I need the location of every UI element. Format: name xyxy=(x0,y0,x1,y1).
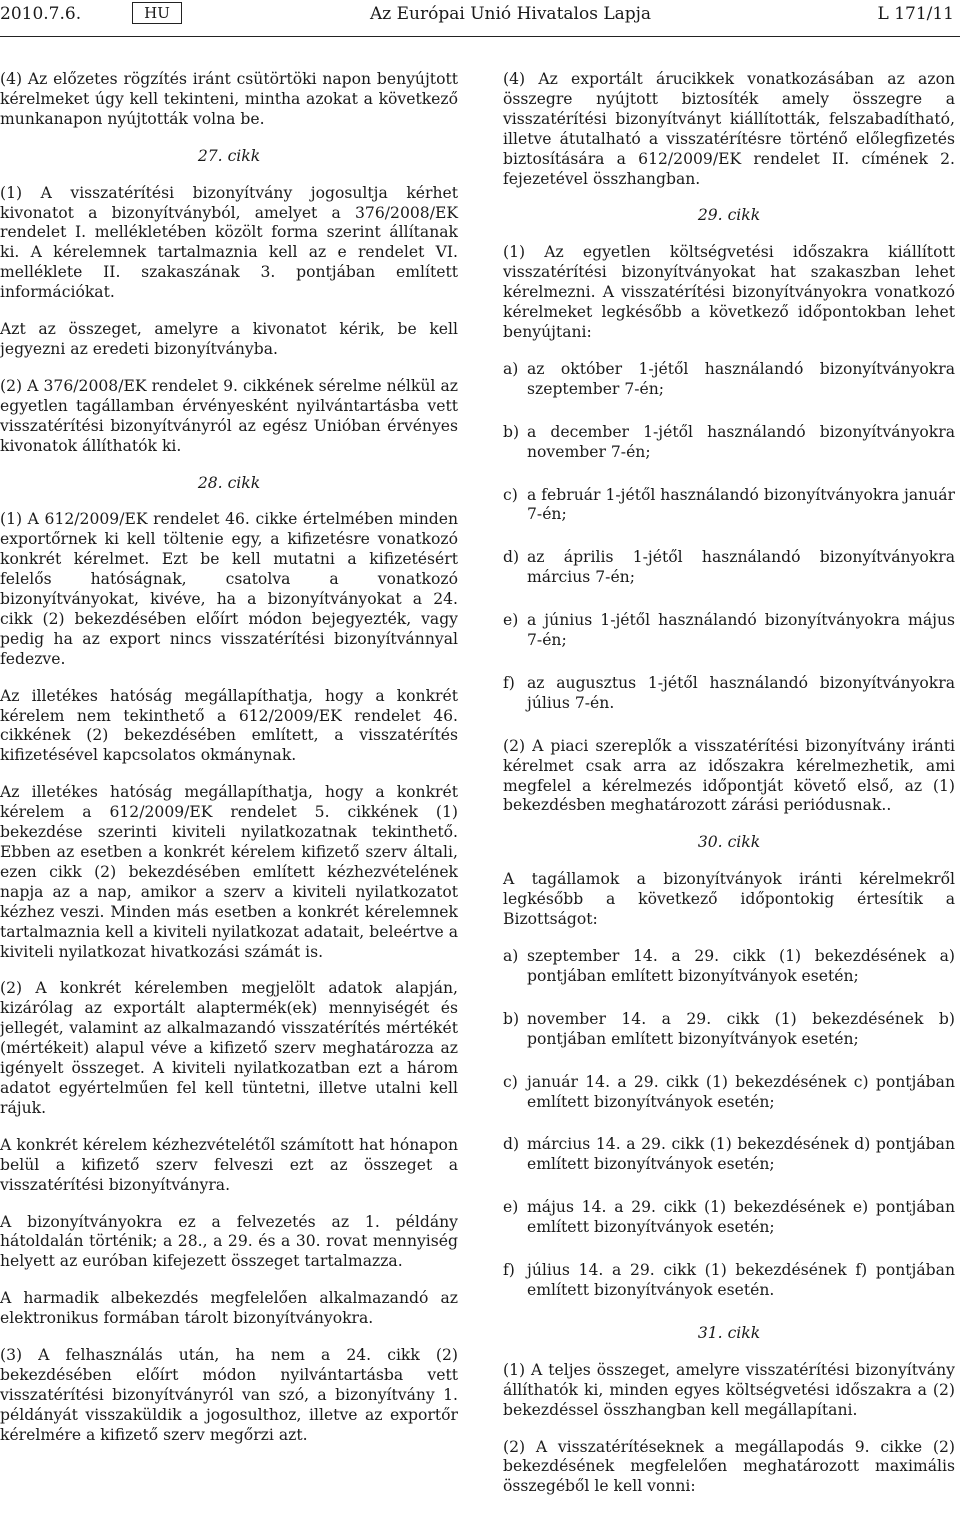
paragraph: (1) A 612/2009/EK rendelet 46. cikke értelmében minden exportőrnek ki kell töltenie egy, a kifizetésre vonatkozó konkrét kérelmet. Ezt be kell mutatni a kifizetésért felelős hatóságnak, csatolva a vonatkozó bizonyítványokat, kivéve, ha a bizonyítványokat a 24. cikk (2) bekezdésében előírt módon bejegyezték, vagy pedig ha az export nincs visszatérítési bizonyítvánnyal fedezve. xyxy=(0,510,458,668)
paragraph: (2) A piaci szereplők a visszatérítési bizonyítvány iránti kérelmet csak arra az időszakra kérelmezhetik, ami megfelel a kérelmezés időpontját követő első, az (1) bekezdésben meghatározott zárási periódusnak.. xyxy=(503,736,955,815)
paragraph: (4) Az exportált árucikkek vonatkozásában az azon összegre nyújtott biztosíték amely összegre a visszatérítési bizonyítványt kiállították, felszabadítható, illetve átutalható a visszatérítésre történő előlegfizetés biztosítására a 612/2009/EK rendelet II. címének 2. fejezetével összhangban. xyxy=(503,70,955,188)
list-item-text: a december 1-jétől használandó bizonyítványokra november 7-én; xyxy=(527,422,955,461)
paragraph: A tagállamok a bizonyítványok iránti kérelmekről legkésőbb a következő időpontokig értesítik a Bizottságot: xyxy=(503,870,955,929)
list-item xyxy=(503,486,955,526)
list-item xyxy=(503,548,955,588)
paragraph: A harmadik albekezdés megfelelően alkalmazandó az elektronikus formában tárolt bizonyítványokra. xyxy=(0,1289,458,1328)
paragraph: Azt az összeget, amelyre a kivonatot kérik, be kell jegyezni az eredeti bizonyítványba. xyxy=(0,320,458,358)
publication-date: 2010.7.6. xyxy=(0,4,82,24)
header-rule xyxy=(0,36,960,37)
list-item-text: az április 1-jétől használandó bizonyítványokra március 7-én; xyxy=(527,548,955,587)
article-heading: 30. cikk xyxy=(697,833,761,852)
page-number: L 171/11 xyxy=(877,4,954,24)
list-item-text: a február 1-jétől használandó bizonyítványokra január 7-én; xyxy=(527,485,955,524)
list-item-text: július 14. a 29. cikk (1) bekezdésének f) pontjában említett bizonyítványok esetén. xyxy=(527,1261,955,1299)
list-item-label: e) xyxy=(503,611,519,630)
list-item-label: f) xyxy=(503,1261,515,1280)
paragraph: (4) Az előzetes rögzítés iránt csütörtöki napon benyújtott kérelmeket úgy kell tekinteni, mintha azokat a következő munkanapon nyújtották volna be. xyxy=(0,70,458,128)
paragraph: (2) A konkrét kérelemben megjelölt adatok alapján, kizárólag az exportált alaptermék(ek) mennyiségét és jellegét, valamint az alkalmazandó visszatérítés mértékét (mértékeit) alapul véve a kifizető szerv meghatározza az igényelt összeget. A kiviteli nyilatkozatban ezt a három adatot egyértelműen fel kell tüntetni, illetve utalni kell rájuk. xyxy=(0,979,458,1117)
journal-title: Az Európai Unió Hivatalos Lapja xyxy=(370,4,652,24)
paragraph: A bizonyítványokra ez a felvezetés az 1. példány hátoldalán történik; a 28., a 29. és a 30. rovat mennyiség helyett az euróban kifejezett összeget tartalmazza. xyxy=(0,1212,458,1271)
paragraph: Az illetékes hatóság megállapíthatja, hogy a konkrét kérelem nem tekinthető a 612/2009/EK rendelet 46. cikkének (2) bekezdésében említett, a visszatérítés kifizetésével kapcsolatos okmánynak. xyxy=(0,686,458,765)
language-badge: HU xyxy=(132,2,182,24)
list-item-label: b) xyxy=(503,422,520,441)
paragraph: Az illetékes hatóság megállapíthatja, hogy a konkrét kérelem a 612/2009/EK rendelet 5. cikkének (1) bekezdése szerinti kiviteli nyilatkozatnak tekinthető. Ebben az esetben a konkrét kérelem kifizető szerv általi, ezen cikk (2) bekezdésében említett kézhezvételének napja az a nap, amikor a szerv a kiviteli nyilatkozatot kézhez veszi. Minden más esetben a konkrét kérelemnek tartalmaznia kell a kiviteli nyilatkozat adatait, beleértve a kiviteli nyilatkozat hivatkozási számát is. xyxy=(0,783,458,961)
list-item-text: az augusztus 1-jétől használandó bizonyítványokra július 7-én. xyxy=(527,673,955,712)
list-item xyxy=(503,947,955,987)
list-item-label: a) xyxy=(503,359,519,378)
article-heading: 29. cikk xyxy=(697,206,761,225)
list-item-text: május 14. a 29. cikk (1) bekezdésének e) pontjában említett bizonyítványok esetén; xyxy=(527,1198,955,1237)
list-item xyxy=(503,611,955,651)
list-item xyxy=(503,1261,955,1301)
paragraph: (2) A visszatérítéseknek a megállapodás 9. cikke (2) bekezdésének megfelelően meghatározott maximális összegéből le kell vonni: xyxy=(503,1437,955,1496)
list-item xyxy=(503,674,955,714)
left-column xyxy=(0,70,458,1463)
paragraph: A konkrét kérelem kézhezvételétől számított hat hónapon belül a kifizető szerv felveszi ezt az összeget a visszatérítési bizonyítványra. xyxy=(0,1135,458,1194)
paragraph: (1) A teljes összeget, amelyre visszatérítési bizonyítvány állíthatók ki, minden egyes költségvetési időszakra a (2) bekezdéssel összhangban kell megállapítani. xyxy=(503,1360,955,1419)
list-item xyxy=(503,1073,955,1113)
list-item-label: d) xyxy=(503,548,520,567)
list-item-text: az október 1-jétől használandó bizonyítványokra szeptember 7-én; xyxy=(527,359,955,398)
list-item-label: d) xyxy=(503,1135,520,1154)
list-item xyxy=(503,1198,955,1238)
paragraph: (3) A felhasználás után, ha nem a 24. cikk (2) bekezdésében előírt módon nyilvántartásba vett visszatérítési bizonyítványról van szó, a bizonyítvány 1. példányát visszaküldik a jogosulthoz, illetve az exportőr kérelmére a kifizető szerv megőrzi azt. xyxy=(0,1346,458,1444)
article-heading: 27. cikk xyxy=(197,146,261,165)
list-item-label: f) xyxy=(503,673,515,692)
list-item-text: a június 1-jétől használandó bizonyítványokra május 7-én; xyxy=(527,611,955,650)
list-item-text: november 14. a 29. cikk (1) bekezdésének b) pontjában említett bizonyítványok esetén; xyxy=(527,1009,955,1048)
paragraph: (2) A 376/2008/EK rendelet 9. cikkének sérelme nélkül az egyetlen tagállamban érvényesként nyilvántartásba vett visszatérítési bizonyítványról az egész Unióban érvényes kivonatok állíthatók ki. xyxy=(0,376,458,455)
article-heading: 31. cikk xyxy=(697,1323,761,1342)
list-item xyxy=(503,1010,955,1050)
right-column xyxy=(503,70,955,1514)
paragraph: (1) A visszatérítési bizonyítvány jogosultja kérhet kivonatot a bizonyítványból, amelyet a 376/2008/EK rendelet I. mellékletében közölt forma szerint állítanak ki. A kérelemnek tartalmaznia kell az e rendelet VI. melléklete II. szakaszának 3. pontjában említett információkat. xyxy=(0,183,458,302)
list-item xyxy=(503,1135,955,1175)
page-header xyxy=(0,0,960,36)
list-item-text: szeptember 14. a 29. cikk (1) bekezdésének a) pontjában említett bizonyítványok esetén; xyxy=(527,947,955,985)
article-heading: 28. cikk xyxy=(197,473,261,492)
list-item-label: c) xyxy=(503,485,518,504)
list-item-label: c) xyxy=(503,1072,518,1091)
list-item-label: b) xyxy=(503,1009,520,1028)
list-item-label: e) xyxy=(503,1198,519,1217)
list-item xyxy=(503,360,955,400)
list-item xyxy=(503,423,955,463)
list-item-text: január 14. a 29. cikk (1) bekezdésének c) pontjában említett bizonyítványok esetén; xyxy=(527,1072,955,1111)
list-item-label: a) xyxy=(503,947,519,965)
list-item-text: március 14. a 29. cikk (1) bekezdésének d) pontjában említett bizonyítványok esetén; xyxy=(527,1135,955,1174)
paragraph: (1) Az egyetlen költségvetési időszakra kiállított visszatérítési bizonyítványokat hat szakaszban lehet kérelmezni. A visszatérítési bizonyítványokra vonatkozó kérelmeket legkésőbb a következő időpontokban lehet benyújtani: xyxy=(503,243,955,341)
